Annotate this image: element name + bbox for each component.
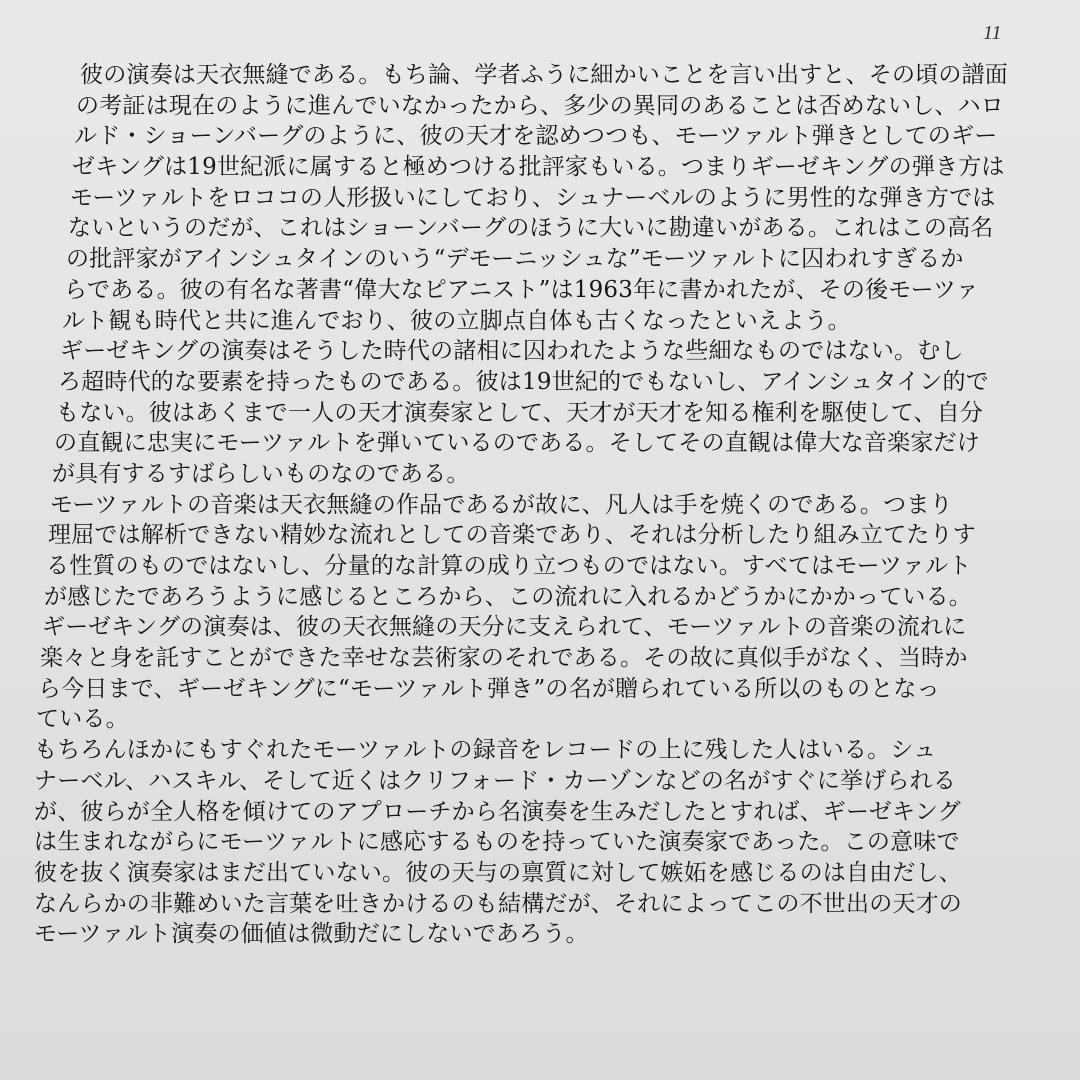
text-line: が感じたであろうように感じるところから、この流れに入れるかどうかにかかっている。	[44, 583, 972, 610]
text-line: 彼を抜く演奏家はまだ出ていない。彼の天与の禀質に対して嫉妬を感じるのは自由だし、	[34, 859, 962, 886]
text-line: なんらかの非難めいた言葉を吐きかけるのも結構だが、それによってこの不世出の天才の	[34, 890, 962, 917]
text-line: ナーベル、ハスキル、そして近くはクリフォード・カーゾンなどの名がすぐに挙げられる	[34, 767, 957, 794]
text-line: が、彼らが全人格を傾けてのアプローチから名演奏を生みだしたとすれば、ギーゼキング	[34, 798, 961, 825]
text-line: ら今日まで、ギーゼキングに“モーツァルト弾き”の名が贈られている所以のものとなっ	[38, 675, 940, 702]
page-number: 11	[983, 22, 1002, 44]
text-line: ろ超時代的な要素を持ったものである。彼は19世紀的でもないし、アインシュタイン的で	[58, 368, 989, 395]
text-line: る性質のものではないし、分量的な計算の成り立つものではない。すべてはモーツァルト	[46, 553, 972, 579]
body-text	[34, 60, 1044, 950]
text-line: ギーゼキングの演奏は、彼の天衣無縫の天分に支えられて、モーツァルトの音楽の流れに	[42, 614, 967, 641]
text-line: の考証は現在のように進んでいなかったから、多少の異同のあることは否めないし、ハロ	[76, 92, 1004, 119]
text-line: 楽々と身を託すことができた幸せな芸術家のそれである。その故に真似手がなく、当時か	[40, 645, 968, 672]
text-line: 理屈では解析できない精妙な流れとしての音楽であり、それは分析したり組み立てたりす	[48, 522, 976, 549]
text-line: らである。彼の有名な著書“偉大なピアニスト”は1963年に書かれたが、その後モーツァ	[64, 276, 979, 303]
text-line: モーツァルトをロココの人形扱いにしており、シュナーベルのように男性的な弾き方では	[70, 184, 996, 211]
text-line: 彼の演奏は天衣無縫である。もち論、学者ふうに細かいことを言い出すと、その頃の譜面	[80, 62, 1008, 88]
paragraph-first-line: もちろんほかにもすぐれたモーツァルトの録音をレコードの上に残した人はいる。シュ	[34, 737, 937, 764]
paragraph-first-line: モーツァルトの音楽は天衣無縫の作品であるが故に、凡人は手を焼くのである。つまり	[50, 491, 953, 518]
text-line: が具有するすばらしいものなのである。	[52, 460, 470, 487]
text-line: は生まれながらにモーツァルトに感応するものを持っていた演奏家であった。この意味で	[34, 829, 960, 856]
text-line: ルド・ショーンバーグのように、彼の天才を認めつつも、モーツァルト弾きとしてのギー	[74, 123, 998, 150]
text-line: ている。	[36, 706, 129, 733]
text-line: の直観に忠実にモーツァルトを弾いているのである。そしてその直観は偉大な音楽家だけ	[54, 430, 980, 457]
text-line: ルト観も時代と共に進んでおり、彼の立脚点自体も古くなったといえよう。	[62, 307, 851, 334]
paragraph-first-line: ギーゼキングの演奏はそうした時代の諸相に囚われたような些細なものではない。むし	[60, 338, 964, 365]
text-line: もない。彼はあくまで一人の天才演奏家として、天才が天才を知る権利を駆使して、自分	[56, 399, 984, 426]
text-line: モーツァルト演奏の価値は微動だにしないであろう。	[34, 921, 589, 948]
text-line: ないというのだが、これはショーンバーグのほうに大いに勘違いがある。これはこの高名	[68, 215, 994, 242]
text-line: ゼキングは19世紀派に属すると極めつける批評家もいる。つまりギーゼキングの弾き方は	[72, 154, 1005, 181]
text-line: の批評家がアインシュタインのいう“デモーニッシュな”モーツァルトに囚われすぎるか	[66, 246, 964, 273]
